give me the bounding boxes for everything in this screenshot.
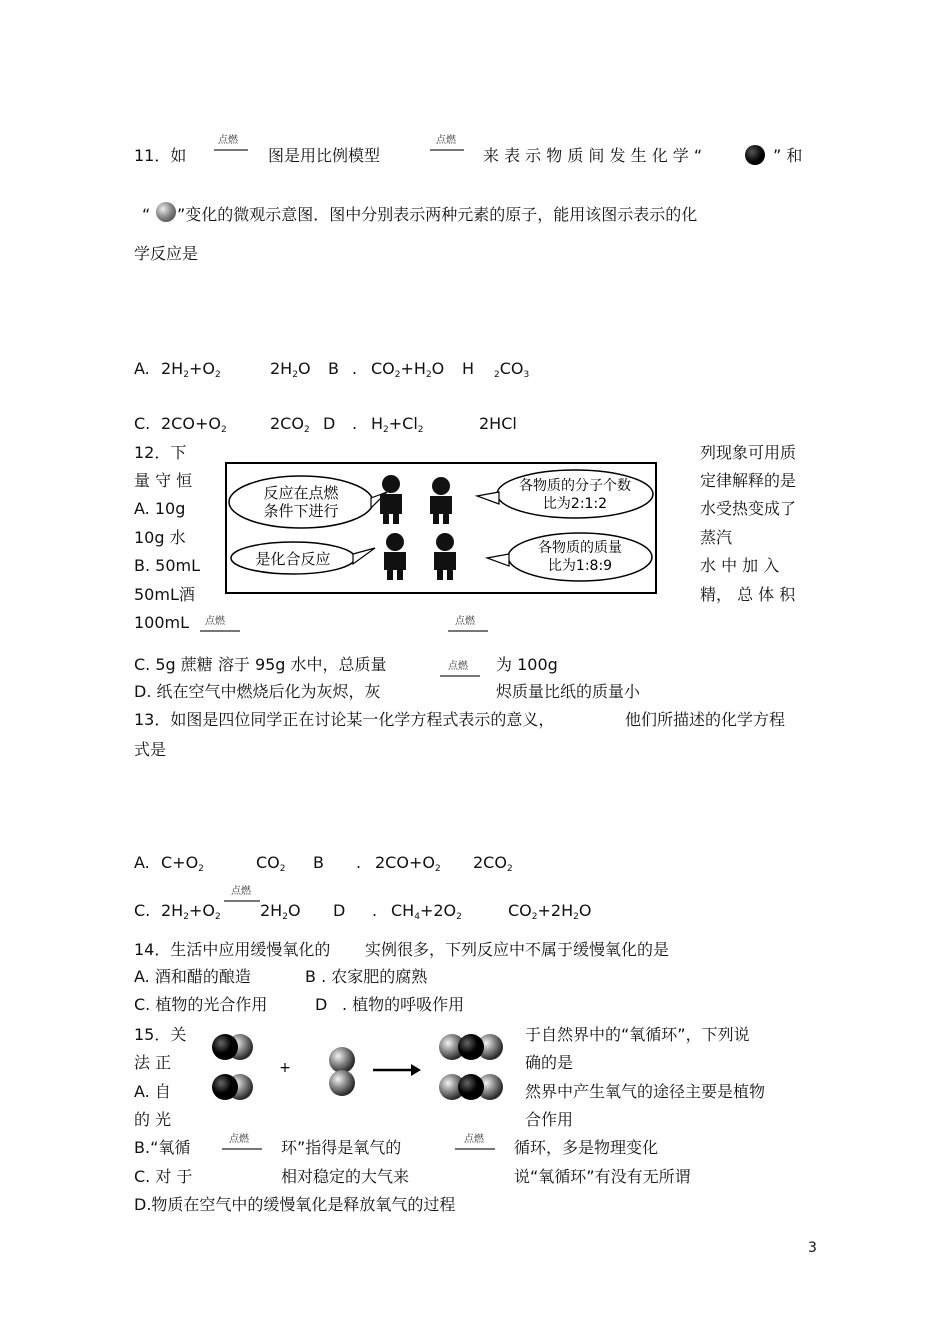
discussion-figure: [225, 462, 657, 594]
q11-option-a-reactants: $2H_2+O_2$: [161, 359, 221, 380]
q13-option-d-reactants: $CH_4+2O_2$: [391, 901, 462, 922]
q11-line1-a: 11．如: [134, 146, 187, 165]
ignite-line: [448, 630, 488, 632]
q15-line4-b: 合作用: [525, 1110, 574, 1129]
q12-option-c-b: 为 100g: [496, 655, 558, 674]
ignite-line: [440, 675, 480, 677]
ignite-line: [200, 630, 240, 632]
q11-option-d-reactants: $H_2+Cl_2$: [371, 414, 424, 435]
q13-option-d-products: $CO_2+2H_2O$: [508, 901, 592, 922]
q15-option-b-b: 环”指得是氧气的: [281, 1138, 402, 1157]
q14-option-a: A. 酒和醋的酿造: [134, 967, 251, 986]
q13-option-a-reactants: $C+O_2$: [161, 853, 204, 874]
co2-molecule-icon: [439, 1034, 503, 1060]
ignite-tag: 点燃: [464, 1134, 484, 1145]
ignite-tag: 点燃: [229, 1134, 249, 1145]
bubble-text: 各物质的质量: [538, 540, 622, 556]
q12-line3-b: 水受热变成了: [700, 499, 797, 518]
q11-option-c-reactants: $2CO+O_2$: [161, 414, 227, 435]
ignite-line: [222, 1148, 262, 1150]
q12-line2-a: 量 守 恒: [134, 471, 193, 490]
q14-line1-a: 14．生活中应用缓慢氧化的: [134, 940, 331, 959]
q15-option-b-a: B.“氧循: [134, 1138, 191, 1157]
q13-option-c-product: $2H_2O$: [260, 901, 301, 922]
plus-sign: +: [279, 1060, 291, 1076]
q13-option-c-label: C.: [134, 901, 151, 920]
ignite-line: [430, 149, 464, 151]
q12-line3-a: A. 10g: [134, 499, 186, 518]
q13-option-b-product: $2CO_2$: [473, 853, 513, 874]
o2-molecule-icon: [329, 1047, 355, 1096]
q11-option-b-dot: .: [352, 359, 358, 378]
q13-option-d-label: D: [333, 901, 346, 920]
q12-option-c-a: C. 5g 蔗糖 溶于 95g 水中，总质量: [134, 655, 387, 674]
q15-line2-b: 确的是: [525, 1053, 574, 1072]
ignite-tag: 点燃: [448, 661, 468, 672]
q12-line5-a: B. 50mL: [134, 556, 201, 575]
q15-line2-a: 法 正: [134, 1053, 172, 1072]
q11-option-b-product: $_2CO_3$: [494, 359, 530, 380]
q12-option-d-a: D. 纸在空气中燃烧后化为灰烬，灰: [134, 682, 381, 701]
ignite-line: [214, 149, 248, 151]
arrow-icon: [373, 1064, 421, 1076]
ignite-tag: 点燃: [205, 616, 225, 627]
q11-option-d-product: 2HCl: [479, 414, 517, 433]
q11-option-a-product: $2H_2O$: [270, 359, 311, 380]
q13-line2: 式是: [134, 740, 167, 759]
ignite-line: [455, 1148, 495, 1150]
q11-option-a-label: A.: [134, 359, 150, 378]
q14-line1-b: 实例很多，下列反应中不属于缓慢氧化的是: [365, 940, 670, 959]
co2-molecule-icon: [439, 1074, 503, 1100]
q11-line1-b: 图是用比例模型: [268, 146, 381, 165]
q15-option-b-c: 循环，多是物理变化: [514, 1138, 659, 1157]
q14-option-c: C. 植物的光合作用: [134, 995, 268, 1014]
q15-line1-a: 15．关: [134, 1025, 187, 1044]
q13-option-b-reactants: $2CO+O_2$: [375, 853, 441, 874]
q12-line7-a: 100mL: [134, 613, 190, 632]
q13-option-c-reactants: $2H_2+O_2$: [161, 901, 221, 922]
q12-line4-a: 10g 水: [134, 528, 186, 547]
q13-option-d-dot: .: [372, 901, 378, 920]
page-number: 3: [808, 1240, 817, 1256]
q13-option-a-label: A.: [134, 853, 150, 872]
bubble-text: 比为1:8:9: [547, 558, 613, 574]
q13-option-a-product: $CO_2$: [256, 853, 286, 874]
q11-option-b-label: B: [328, 359, 339, 378]
q11-line2-a: “: [142, 205, 151, 224]
q15-line1-b: 于自然界中的“氧循环”，下列说: [525, 1025, 750, 1044]
q14-option-b: B . 农家肥的腐熟: [305, 967, 428, 986]
bubble-text: 是化合反应: [255, 550, 331, 568]
q12-line6-b: 精， 总 体 积: [700, 585, 796, 604]
co-molecule-icon: [212, 1034, 253, 1060]
q12-option-d-b: 烬质量比纸的质量小: [496, 682, 641, 701]
q11-option-c-product: $2CO_2$: [270, 414, 310, 435]
q11-option-c-label: C.: [134, 414, 151, 433]
molecule-reaction-figure: [205, 1030, 515, 1110]
q15-option-d: D.物质在空气中的缓慢氧化是释放氧气的过程: [134, 1195, 456, 1214]
q13-line1-b: 他们所描述的化学方程: [625, 710, 786, 729]
q12-line4-b: 蒸汽: [700, 528, 733, 547]
q15-line3-a: A. 自: [134, 1082, 171, 1101]
q11-line2-b: ”变化的微观示意图．图中分别表示两种元素的原子，能用该图示表示的化: [177, 205, 698, 224]
q13-line1-a: 13．如图是四位同学正在讨论某一化学方程式表示的意义，: [134, 710, 555, 729]
ignite-tag: 点燃: [218, 135, 238, 146]
ignite-tag: 点燃: [455, 616, 475, 627]
grey-atom-icon: [156, 202, 176, 222]
co-molecule-icon: [212, 1074, 253, 1100]
q15-option-c-c: 说“氧循环”有没有无所谓: [514, 1167, 691, 1186]
q11-line1-d: ” 和: [773, 146, 803, 165]
ignite-line: [224, 900, 260, 902]
ignite-tag: 点燃: [231, 886, 251, 897]
q11-option-b-h: H: [462, 359, 475, 378]
q11-option-d-label: D: [323, 414, 336, 433]
q14-option-d-label: D: [315, 995, 328, 1014]
q12-line2-b: 定律解释的是: [700, 471, 797, 490]
q11-option-d-dot: .: [352, 414, 358, 433]
q15-option-c-b: 相对稳定的大气来: [281, 1167, 410, 1186]
q13-option-b-dot: .: [356, 853, 362, 872]
q12-line6-a: 50mL酒: [134, 585, 195, 604]
bubble-text: 条件下进行: [263, 502, 339, 520]
bubble-text: 各物质的分子个数: [519, 478, 631, 494]
bubble-text: 比为2:1:2: [542, 496, 608, 512]
ignite-tag: 点燃: [436, 135, 456, 146]
q13-option-b-label: B: [313, 853, 324, 872]
q11-option-b-reactants: $CO_2+H_2O$: [371, 359, 445, 380]
q11-line3: 学反应是: [134, 244, 199, 263]
q11-line1-c: 来 表 示 物 质 间 发 生 化 学 “: [483, 146, 703, 165]
black-atom-icon: [745, 145, 765, 165]
bubble-text: 反应在点燃: [263, 484, 339, 502]
q15-option-c-a: C. 对 于: [134, 1167, 193, 1186]
q12-line5-b: 水 中 加 入: [700, 556, 780, 575]
q15-line3-b: 然界中产生氧气的途径主要是植物: [525, 1082, 766, 1101]
q14-option-d-text: . 植物的呼吸作用: [342, 995, 465, 1014]
q15-line4-a: 的 光: [134, 1110, 172, 1129]
q12-line1-b: 列现象可用质: [700, 443, 797, 462]
q12-line1-a: 12．下: [134, 443, 187, 462]
